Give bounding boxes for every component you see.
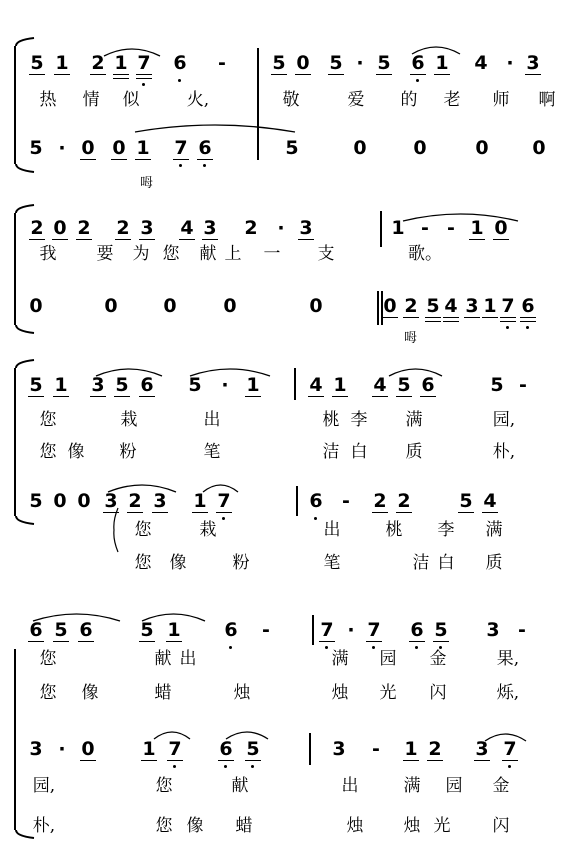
note-token: 7 (168, 137, 194, 159)
note-token: 6 (303, 490, 329, 512)
notation-line (0, 738, 578, 768)
note-token: 0 (75, 137, 101, 159)
lyric-syllable: 出 (323, 520, 341, 540)
lyric-syllable: 要 (96, 244, 114, 264)
note-token: 5 (134, 619, 160, 641)
note-token: 6 (167, 52, 193, 74)
note-token: 1 (108, 52, 134, 74)
note-token: · (347, 619, 355, 641)
lyric-syllable: 烁, (496, 683, 520, 703)
note-token: 1 (477, 295, 503, 317)
note-token: · (356, 52, 364, 74)
note-token: 5 (23, 374, 49, 396)
lyric-syllable: 您 (39, 649, 57, 669)
note-token: 6 (73, 619, 99, 641)
note-token: 3 (197, 217, 223, 239)
note-token: - (518, 619, 526, 641)
lyric-syllable: 像 (169, 553, 187, 573)
note-token: 5 (109, 374, 135, 396)
note-token: - (342, 490, 350, 512)
note-token: 6 (404, 619, 430, 641)
lyric-syllable: 献 (231, 776, 249, 796)
note-token: 3 (520, 52, 546, 74)
lyric-syllable: 金 (429, 649, 447, 669)
note-token: 5 (323, 52, 349, 74)
note-token: - (218, 52, 226, 74)
note-token: 0 (413, 137, 427, 159)
lyric-syllable: 爱 (347, 90, 365, 110)
bar-line (312, 615, 314, 645)
lyric-syllable: 满 (331, 649, 349, 669)
lyric-syllable: 满 (405, 410, 423, 430)
note-token: 7 (495, 295, 521, 317)
note-token: 5 (490, 374, 504, 396)
lyric-syllable: 粉 (232, 553, 250, 573)
note-token: 5 (24, 52, 50, 74)
note-token: 5 (453, 490, 479, 512)
lyrics-line (0, 816, 578, 846)
note-token: 0 (290, 52, 316, 74)
lyric-syllable: 献 (154, 649, 172, 669)
note-token: 2 (85, 52, 111, 74)
lyric-syllable: 栽 (199, 520, 217, 540)
bar-line (381, 291, 383, 325)
note-token: 7 (162, 738, 188, 760)
note-token: 0 (75, 738, 101, 760)
note-token: 0 (488, 217, 514, 239)
note-token: 0 (353, 137, 367, 159)
note-token: 4 (477, 490, 503, 512)
note-token: 0 (53, 490, 67, 512)
lyric-syllable: 您 (155, 816, 173, 836)
bar-line (309, 733, 311, 765)
lyric-syllable: 一 (263, 244, 281, 264)
lyric-syllable: 闪 (429, 683, 447, 703)
lyric-syllable: 您 (39, 683, 57, 703)
note-token: 0 (106, 137, 132, 159)
lyric-syllable: 您 (155, 776, 173, 796)
lyric-syllable: 栽 (120, 410, 138, 430)
slur-arc (135, 125, 295, 132)
note-token: 5 (428, 619, 454, 641)
note-token: 2 (71, 217, 97, 239)
note-token: 5 (48, 619, 74, 641)
lyric-syllable: 朴, (492, 442, 516, 462)
note-token: - (372, 738, 380, 760)
notation-line (0, 52, 578, 82)
note-token: - (519, 374, 527, 396)
note-token: 5 (391, 374, 417, 396)
note-token: 1 (391, 217, 405, 239)
note-token: 6 (415, 374, 441, 396)
lyric-syllable: 师 (492, 90, 510, 110)
note-token: 7 (314, 619, 340, 641)
note-token: 6 (192, 137, 218, 159)
note-token: 1 (464, 217, 490, 239)
note-token: 0 (163, 295, 177, 317)
lyric-syllable: 支 (317, 244, 335, 264)
note-token: 5 (29, 137, 43, 159)
note-token: 0 (223, 295, 237, 317)
lyric-syllable: 歌。 (408, 244, 442, 264)
note-token: 0 (47, 217, 73, 239)
lyrics-line (0, 410, 578, 440)
lyric-syllable: 质 (405, 442, 423, 462)
note-token: 2 (398, 295, 424, 317)
lyric-syllable: 火, (186, 90, 210, 110)
lyrics-line (0, 90, 578, 120)
note-token: · (58, 137, 66, 159)
note-token: 7 (361, 619, 387, 641)
note-token: 7 (211, 490, 237, 512)
lyric-syllable: 园, (32, 776, 56, 796)
note-token: 6 (515, 295, 541, 317)
note-token: 4 (174, 217, 200, 239)
note-token: 6 (23, 619, 49, 641)
note-token: 5 (266, 52, 292, 74)
lyric-syllable: 老 (443, 90, 461, 110)
lyric-syllable: 满 (485, 520, 503, 540)
lyric-syllable: 果, (496, 649, 520, 669)
note-token: 5 (285, 137, 299, 159)
lyric-syllable: 烛 (331, 683, 349, 703)
note-token: 1 (240, 374, 266, 396)
note-token: 6 (218, 619, 244, 641)
note-token: 6 (134, 374, 160, 396)
note-token: 0 (77, 490, 91, 512)
lyric-syllable: 献 (199, 244, 217, 264)
note-token: 2 (422, 738, 448, 760)
note-token: 2 (244, 217, 258, 239)
note-token: 3 (459, 295, 485, 317)
note-token: 0 (377, 295, 403, 317)
lyric-syllable: 烛 (346, 816, 364, 836)
lyric-syllable: 您 (134, 553, 152, 573)
lyric-syllable: 光 (379, 683, 397, 703)
bar-line (377, 291, 379, 325)
note-token: 0 (104, 295, 118, 317)
lyric-syllable: 笔 (323, 553, 341, 573)
lyric-syllable: 白 (350, 442, 368, 462)
note-token: 3 (486, 619, 500, 641)
lyric-syllable: 您 (134, 520, 152, 540)
note-token: 3 (29, 738, 43, 760)
note-token: · (58, 738, 66, 760)
lyric-syllable: 啊 (538, 90, 556, 110)
note-token: 5 (29, 490, 43, 512)
note-token: 3 (469, 738, 495, 760)
lyric-syllable: 蜡 (154, 683, 172, 703)
note-token: 2 (122, 490, 148, 512)
notation-line (0, 490, 578, 520)
note-token: 6 (405, 52, 431, 74)
notation-line (0, 619, 578, 649)
note-token: 0 (475, 137, 489, 159)
lyric-syllable: 桃 (322, 410, 340, 430)
notation-line (0, 217, 578, 247)
lyric-syllable: 烛 (403, 816, 421, 836)
lyric-syllable: 洁 (412, 553, 430, 573)
note-token: 4 (438, 295, 464, 317)
note-token: · (506, 52, 514, 74)
note-token: 1 (136, 738, 162, 760)
note-token: 3 (134, 217, 160, 239)
note-token: 5 (371, 52, 397, 74)
notation-line (0, 374, 578, 404)
note-token: 2 (24, 217, 50, 239)
hum-marking: 呣 (404, 331, 418, 346)
note-token: 3 (332, 738, 346, 760)
lyrics-line (0, 553, 578, 583)
note-token: - (421, 217, 429, 239)
lyric-syllable: 满 (403, 776, 421, 796)
lyric-syllable: 园 (379, 649, 397, 669)
note-token: 0 (29, 295, 43, 317)
lyric-syllable: 闪 (492, 816, 510, 836)
note-token: - (447, 217, 455, 239)
note-token: 6 (213, 738, 239, 760)
lyric-syllable: 热 (39, 90, 57, 110)
note-token: 1 (187, 490, 213, 512)
lyrics-line (0, 442, 578, 472)
note-token: 1 (327, 374, 353, 396)
lyric-syllable: 出 (341, 776, 359, 796)
note-token: 3 (147, 490, 173, 512)
lyric-syllable: 您 (39, 410, 57, 430)
lyric-syllable: 朴, (32, 816, 56, 836)
note-token: 4 (474, 52, 488, 74)
lyric-syllable: 您 (162, 244, 180, 264)
note-token: 1 (429, 52, 455, 74)
note-token: 0 (309, 295, 323, 317)
lyric-syllable: 光 (433, 816, 451, 836)
lyrics-line (0, 244, 578, 274)
lyric-syllable: 桃 (385, 520, 403, 540)
bar-line (380, 211, 382, 247)
bar-line (294, 368, 296, 400)
lyric-syllable: 笔 (203, 442, 221, 462)
notation-line (0, 137, 578, 167)
lyric-syllable: 我 (39, 244, 57, 264)
lyric-syllable: 质 (485, 553, 503, 573)
note-token: · (221, 374, 229, 396)
note-token: 2 (367, 490, 393, 512)
note-token: 3 (85, 374, 111, 396)
lyric-syllable: 蜡 (235, 816, 253, 836)
lyrics-line (0, 683, 578, 713)
lyrics-line (0, 520, 578, 550)
lyric-syllable: 情 (82, 90, 100, 110)
lyric-syllable: 似 (122, 90, 140, 110)
notation-line (0, 295, 578, 325)
bar-line (296, 486, 298, 516)
note-token: · (277, 217, 285, 239)
note-token: 1 (398, 738, 424, 760)
note-token: 7 (131, 52, 157, 74)
lyric-syllable: 园, (492, 410, 516, 430)
lyric-syllable: 为 (132, 244, 150, 264)
note-token: 5 (188, 374, 202, 396)
lyric-syllable: 出 (203, 410, 221, 430)
lyric-syllable: 园 (445, 776, 463, 796)
note-token: 3 (293, 217, 319, 239)
lyric-syllable: 您 (39, 442, 57, 462)
note-token: 1 (130, 137, 156, 159)
note-token: 1 (161, 619, 187, 641)
hum-marking: 呣 (140, 176, 154, 191)
lyric-syllable: 像 (81, 683, 99, 703)
lyric-syllable: 像 (186, 816, 204, 836)
lyric-syllable: 李 (350, 410, 368, 430)
lyric-syllable: 的 (400, 90, 418, 110)
note-token: 3 (98, 490, 124, 512)
lyric-syllable: 白 (437, 553, 455, 573)
note-token: 1 (48, 374, 74, 396)
note-token: 0 (532, 137, 546, 159)
note-token: 4 (367, 374, 393, 396)
lyric-syllable: 金 (492, 776, 510, 796)
lyrics-line (0, 649, 578, 679)
note-token: 5 (420, 295, 446, 317)
note-token: 5 (240, 738, 266, 760)
note-token: - (262, 619, 270, 641)
lyric-syllable: 敬 (282, 90, 300, 110)
note-token: 4 (303, 374, 329, 396)
note-token: 2 (110, 217, 136, 239)
lyric-syllable: 上 (224, 244, 242, 264)
lyric-syllable: 洁 (322, 442, 340, 462)
lyric-syllable: 粉 (119, 442, 137, 462)
bar-line (257, 48, 259, 160)
note-token: 2 (391, 490, 417, 512)
lyric-syllable: 李 (437, 520, 455, 540)
lyric-syllable: 像 (67, 442, 85, 462)
lyrics-line (0, 776, 578, 806)
lyric-syllable: 出 (179, 649, 197, 669)
lyric-syllable: 烛 (233, 683, 251, 703)
note-token: 1 (49, 52, 75, 74)
note-token: 7 (497, 738, 523, 760)
